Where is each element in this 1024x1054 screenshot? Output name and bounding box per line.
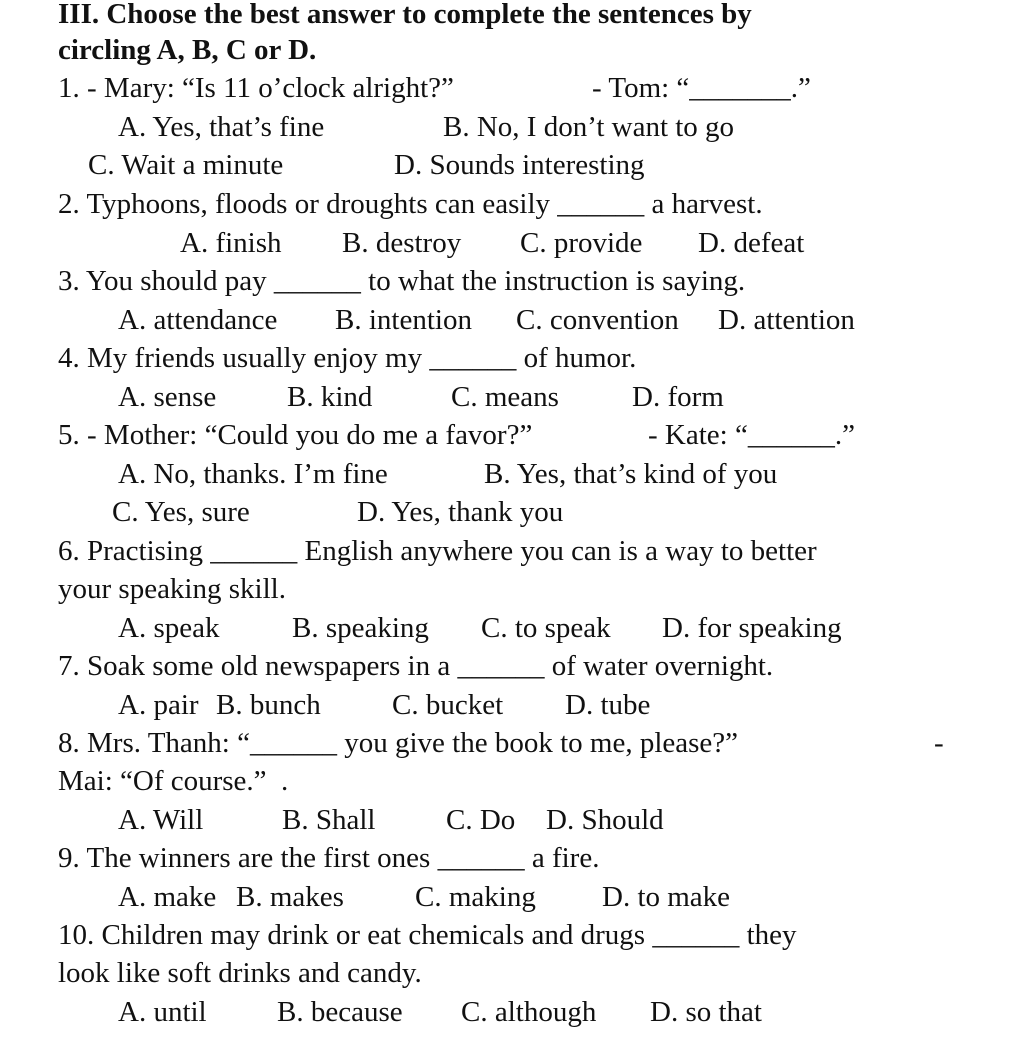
question-8-option-c[interactable]: C. Do bbox=[446, 804, 516, 836]
question-4-option-d[interactable]: D. form bbox=[632, 381, 724, 413]
section-heading-line-1: III. Choose the best answer to complete the sentences by bbox=[58, 0, 752, 30]
question-8-option-a[interactable]: A. Will bbox=[118, 804, 204, 836]
question-2-option-b[interactable]: B. destroy bbox=[342, 227, 462, 259]
question-5-option-b[interactable]: B. Yes, that’s kind of you bbox=[484, 458, 778, 490]
question-7-option-d[interactable]: D. tube bbox=[565, 689, 651, 721]
question-10-stem: 10. Children may drink or eat chemicals and drugs ______ they bbox=[58, 919, 797, 951]
question-3-option-c[interactable]: C. convention bbox=[516, 304, 679, 336]
question-3-option-a[interactable]: A. attendance bbox=[118, 304, 278, 336]
question-1-option-b[interactable]: B. No, I don’t want to go bbox=[443, 111, 735, 143]
question-1-option-d[interactable]: D. Sounds interesting bbox=[394, 149, 645, 181]
question-10-option-d[interactable]: D. so that bbox=[650, 996, 762, 1028]
question-10-option-a[interactable]: A. until bbox=[118, 996, 207, 1028]
question-2-option-c[interactable]: C. provide bbox=[520, 227, 643, 259]
question-6-option-d[interactable]: D. for speaking bbox=[662, 612, 842, 644]
question-4-option-c[interactable]: C. means bbox=[451, 381, 559, 413]
question-8-stem: 8. Mrs. Thanh: “______ you give the book to me, please?” bbox=[58, 727, 739, 759]
question-2-option-a[interactable]: A. finish bbox=[180, 227, 282, 259]
question-5-stem-mother: 5. - Mother: “Could you do me a favor?” bbox=[58, 419, 533, 451]
question-4-option-a[interactable]: A. sense bbox=[118, 381, 217, 413]
question-3-option-b[interactable]: B. intention bbox=[335, 304, 472, 336]
section-heading-line-2: circling A, B, C or D. bbox=[58, 34, 317, 66]
question-3-option-d[interactable]: D. attention bbox=[718, 304, 855, 336]
question-7-option-c[interactable]: C. bucket bbox=[392, 689, 504, 721]
question-2-stem: 2. Typhoons, floods or droughts can easily ______ a harvest. bbox=[58, 188, 763, 220]
question-2-option-d[interactable]: D. defeat bbox=[698, 227, 805, 259]
question-5-option-c[interactable]: C. Yes, sure bbox=[112, 496, 250, 528]
question-3-stem: 3. You should pay ______ to what the instruction is saying. bbox=[58, 265, 746, 297]
question-9-option-a[interactable]: A. make bbox=[118, 881, 217, 913]
question-9-option-b[interactable]: B. makes bbox=[236, 881, 344, 913]
question-1-stem-tom: - Tom: “_______.” bbox=[592, 72, 811, 104]
question-4-stem: 4. My friends usually enjoy my ______ of humor. bbox=[58, 342, 637, 374]
question-7-option-b[interactable]: B. bunch bbox=[216, 689, 321, 721]
question-6-option-b[interactable]: B. speaking bbox=[292, 612, 429, 644]
question-8-option-b[interactable]: B. Shall bbox=[282, 804, 376, 836]
question-1-stem-mary: 1. - Mary: “Is 11 o’clock alright?” bbox=[58, 72, 454, 104]
question-1-option-c[interactable]: C. Wait a minute bbox=[88, 149, 284, 181]
question-8-dash: - bbox=[934, 727, 944, 759]
question-8-option-d[interactable]: D. Should bbox=[546, 804, 664, 836]
question-10-stem-continued: look like soft drinks and candy. bbox=[58, 957, 422, 989]
question-9-option-c[interactable]: C. making bbox=[415, 881, 536, 913]
question-5-option-d[interactable]: D. Yes, thank you bbox=[357, 496, 564, 528]
question-5-option-a[interactable]: A. No, thanks. I’m fine bbox=[118, 458, 388, 490]
question-1-option-a[interactable]: A. Yes, that’s fine bbox=[118, 111, 325, 143]
question-6-stem: 6. Practising ______ English anywhere you can is a way to better bbox=[58, 535, 817, 567]
question-4-option-b[interactable]: B. kind bbox=[287, 381, 373, 413]
question-7-stem: 7. Soak some old newspapers in a ______ of water overnight. bbox=[58, 650, 774, 682]
question-9-stem: 9. The winners are the first ones ______ a fire. bbox=[58, 842, 600, 874]
question-10-option-c[interactable]: C. although bbox=[461, 996, 597, 1028]
question-6-option-a[interactable]: A. speak bbox=[118, 612, 220, 644]
question-8-stem-continued: Mai: “Of course.” . bbox=[58, 765, 289, 797]
question-10-option-b[interactable]: B. because bbox=[277, 996, 403, 1028]
question-6-stem-continued: your speaking skill. bbox=[58, 573, 286, 605]
question-9-option-d[interactable]: D. to make bbox=[602, 881, 731, 913]
question-6-option-c[interactable]: C. to speak bbox=[481, 612, 611, 644]
question-7-option-a[interactable]: A. pair bbox=[118, 689, 199, 721]
question-5-stem-kate: - Kate: “______.” bbox=[648, 419, 855, 451]
